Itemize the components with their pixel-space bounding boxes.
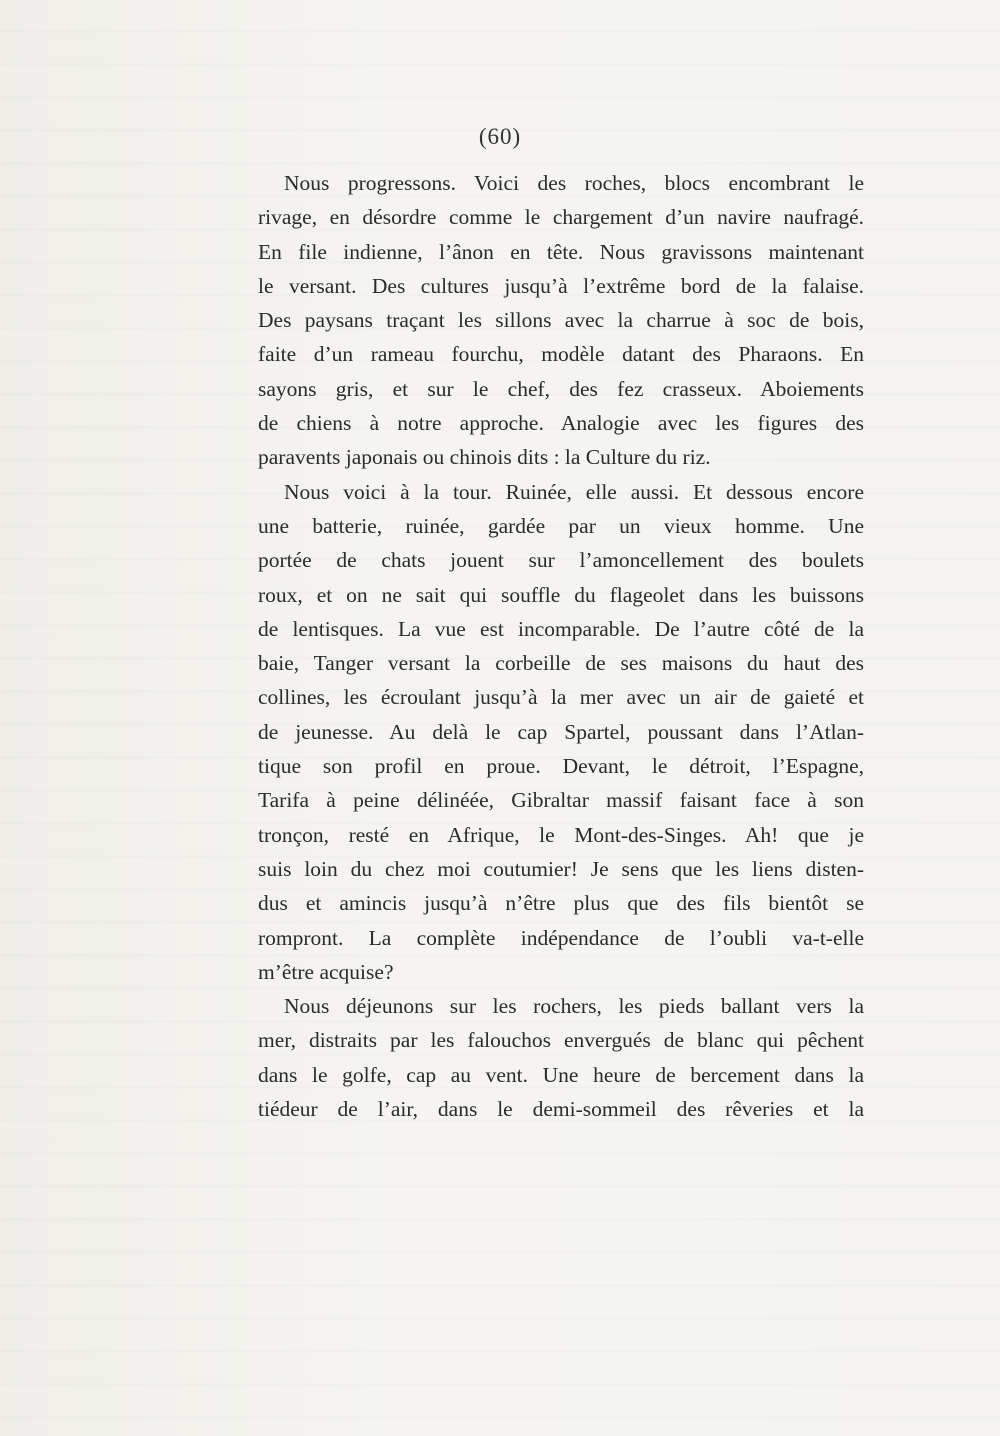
text-line: suis loin du chez moi coutumier! Je sens que les liens disten- — [258, 856, 864, 881]
text-line: une batterie, ruinée, gardée par un vieux homme. Une — [258, 513, 864, 538]
text-line: tique son profil en proue. Devant, le détroit, l’Espagne, — [258, 754, 864, 779]
text-line: Nous voici à la tour. Ruinée, elle aussi. Et dessous encore — [284, 479, 864, 504]
text-line: Des paysans traçant les sillons avec la charrue à soc de bois, — [258, 308, 864, 333]
text-line: de chiens à notre approche. Analogie avec les figures des — [258, 411, 864, 436]
text-line: m’être acquise? — [258, 959, 394, 984]
text-line: Tarifa à peine délinéée, Gibraltar massif faisant face à son — [258, 788, 864, 813]
text-line: rompront. La complète indépendance de l’oubli va-t-elle — [258, 925, 864, 950]
text-line: mer, distraits par les falouchos envergués de blanc qui pêchent — [258, 1028, 864, 1053]
text-line: tiédeur de l’air, dans le demi-sommeil des rêveries et la — [258, 1097, 864, 1122]
text-line: dus et amincis jusqu’à n’être plus que des fils bientôt se — [258, 891, 864, 916]
text-line: tronçon, resté en Afrique, le Mont-des-Singes. Ah! que je — [258, 822, 864, 847]
text-line: collines, les écroulant jusqu’à la mer avec un air de gaieté et — [258, 685, 864, 710]
text-line: de jeunesse. Au delà le cap Spartel, poussant dans l’Atlan- — [258, 719, 864, 744]
text-line: Nous progressons. Voici des roches, blocs encombrant le — [284, 171, 864, 195]
text-line: dans le golfe, cap au vent. Une heure de bercement dans la — [258, 1062, 864, 1087]
text-line: de lentisques. La vue est incomparable. De l’autre côté de la — [258, 616, 864, 641]
paragraph-2 — [258, 475, 864, 989]
page-number: (60) — [478, 124, 522, 149]
text-line: paravents japonais ou chinois dits : la Culture du riz. — [258, 445, 711, 470]
text-line: faite d’un rameau fourchu, modèle datant des Pharaons. En — [258, 342, 864, 367]
text-line: rivage, en désordre comme le chargement d’un navire naufragé. — [258, 205, 864, 230]
text-line: le versant. Des cultures jusqu’à l’extrême bord de la falaise. — [258, 273, 864, 298]
paragraph-1 — [258, 166, 864, 475]
text-line: baie, Tanger versant la corbeille de ses maisons du haut des — [258, 651, 864, 676]
paragraph-3 — [258, 989, 864, 1126]
text-line: portée de chats jouent sur l’amoncellement des boulets — [258, 548, 864, 573]
text-line: En file indienne, l’ânon en tête. Nous gravissons maintenant — [258, 239, 864, 264]
text-line: roux, et on ne sait qui souffle du flageolet dans les buissons — [258, 582, 864, 607]
text-line: Nous déjeunons sur les rochers, les pieds ballant vers la — [284, 994, 864, 1019]
text-line: sayons gris, et sur le chef, des fez crasseux. Aboiements — [258, 376, 864, 401]
body-text — [258, 166, 864, 1126]
